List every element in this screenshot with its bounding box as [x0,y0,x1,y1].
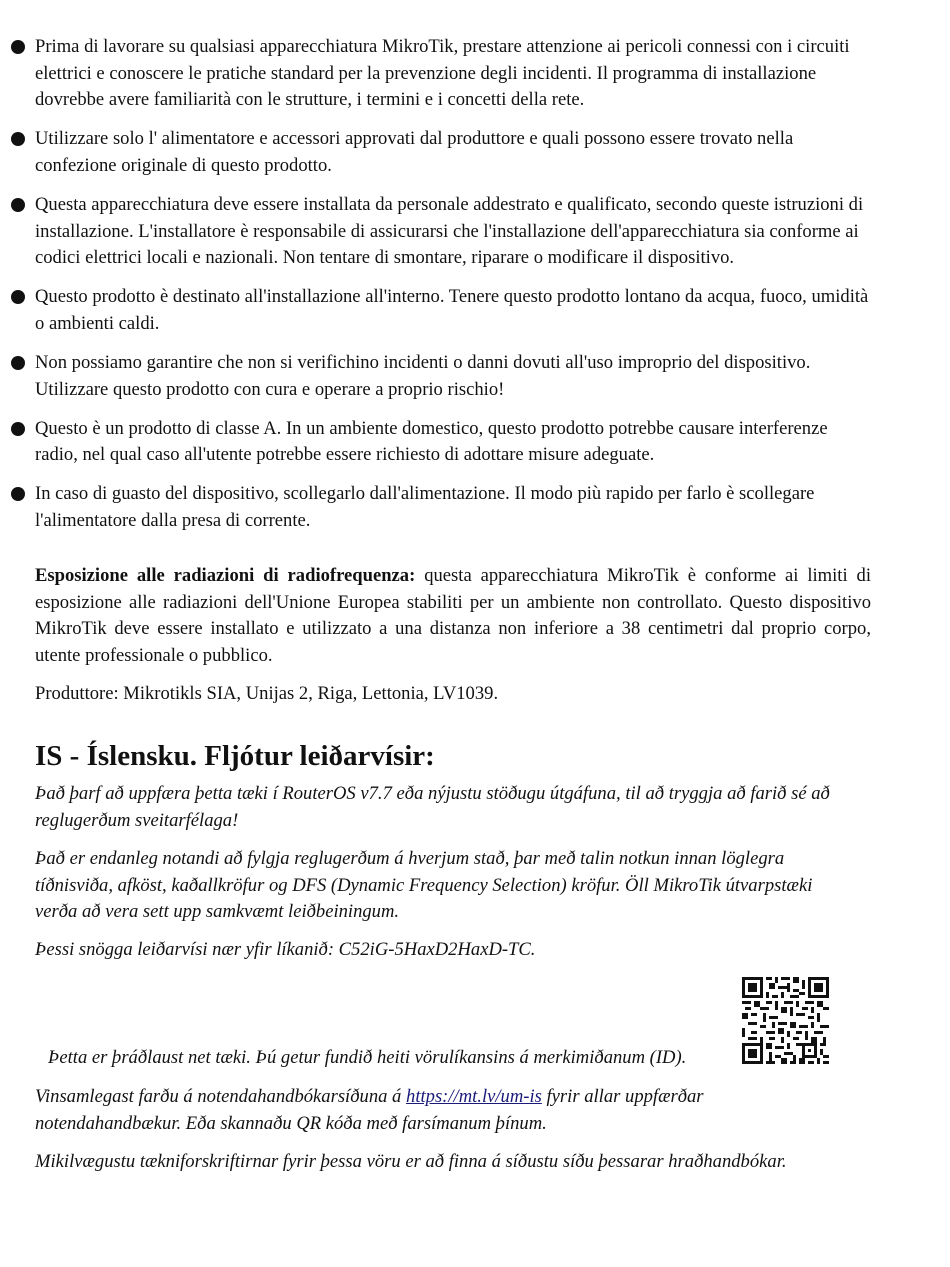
list-item [0,34,871,114]
rf-exposure-text: questa apparecchiatura MikroTik è conforme ai limiti di esposizione alle radiazioni dell'Unione Europea stabiliti per un ambiente non controllato. Questo dispositivo MikroTik deve essere installato e utilizzato a una distanza non inferiore a 38 centimetri dal proprio corpo, utente professionale o pubblico. [35,565,871,666]
bullet-icon [11,132,25,146]
qr-code-icon [742,977,829,1064]
safety-bullet-list [0,34,950,535]
list-item [0,126,871,179]
list-item [0,284,871,337]
bullet-text: Prima di lavorare su qualsiasi apparecchiatura MikroTik, prestare attenzione ai pericoli connessi con i circuiti elettrici e conoscere le pratiche standard per la prevenzione degli incidenti. Il programma di installazione dovrebbe avere familiarità con le strutture, i termini e i concetti della rete. [35,36,850,111]
rf-exposure-label: Esposizione alle radiazioni di radiofrequenza: [35,565,416,586]
bullet-icon [11,422,25,436]
user-manual-link[interactable]: https://mt.lv/um-is [406,1086,542,1107]
bullet-text: Utilizzare solo l' alimentatore e accessori approvati dal produttore e quali possono essere trovato nella confezione originale di questo prodotto. [35,128,794,176]
list-item [0,481,871,534]
rf-exposure-paragraph [35,563,871,669]
bullet-text: Questo prodotto è destinato all'installazione all'interno. Tenere questo prodotto lontano da acqua, fuoco, umidità o ambienti caldi. [35,286,869,334]
user-manual-paragraph [35,1084,835,1137]
bullet-icon [11,198,25,212]
bullet-text: Questa apparecchiatura deve essere installata da personale addestrato e qualificato, secondo queste istruzioni di installazione. L'installatore è responsabile di assicurarsi che l'installazione dell'apparecchiatura sia conforme ai codici elettrici locali e nazionali. Non tentare di smontare, riparare o modificare il dispositivo. [35,193,864,269]
user-manual-text-after: fyrir allar uppfærðar notendahandbækur. Eða skannaðu QR kóða með farsímanum þínum. [35,1086,704,1134]
bullet-text: Non possiamo garantire che non si verifichino incidenti o danni dovuti all'uso improprio del dispositivo. Utilizzare questo prodotto con cura e operare a proprio rischio! [35,351,811,400]
bullet-text: Questo è un prodotto di classe A. In un ambiente domestico, questo prodotto potrebbe causare interferenze radio, nel qual caso all'utente potrebbe essere richiesto di adottare misure adeguate. [35,417,828,466]
wireless-device-paragraph: Þetta er þráðlaust net tæki. Þú getur fundið heiti vörulíkansins á merkimiðanum (ID). [48,1047,687,1068]
update-paragraph: Það þarf að uppfæra þetta tæki í RouterOS v7.7 eða nýjustu stöðugu útgáfuna, til að tryggja að farið sé að reglugerðum sveitarfélaga! [35,783,830,831]
manufacturer-line: Produttore: Mikrotikls SIA, Unijas 2, Riga, Lettonia, LV1039. [35,683,499,704]
bullet-icon [11,290,25,304]
list-item [0,416,871,469]
user-manual-text-before: Vinsamlegast farðu á notendahandbókarsíðuna á [35,1086,407,1107]
bullet-icon [11,40,25,54]
section-heading: IS - Íslensku. Fljótur leiðarvísir: [35,740,435,772]
list-item [0,192,871,272]
model-paragraph: Þessi snögga leiðarvísi nær yfir líkanið: C52iG-5HaxD2HaxD-TC. [35,939,536,960]
bullet-icon [11,356,25,370]
regulation-paragraph: Það er endanleg notandi að fylgja reglugerðum á hverjum stað, þar með talin notkun innan löglegra tíðnisviða, afköst, kaðallkröfur og DFS (Dynamic Frequency Selection) kröfur. Öll MikroTik útvarpstæki verða að vera sett upp samkvæmt leiðbeiningum. [35,848,813,923]
specifications-paragraph: Mikilvægustu tækniforskriftirnar fyrir þessa vöru er að finna á síðustu síðu þessarar hraðhandbókar. [35,1151,787,1172]
bullet-text: In caso di guasto del dispositivo, scollegarlo dall'alimentazione. Il modo più rapido per farlo è scollegare l'alimentatore dalla presa di corrente. [35,483,815,531]
list-item [0,350,871,403]
bullet-icon [11,487,25,501]
